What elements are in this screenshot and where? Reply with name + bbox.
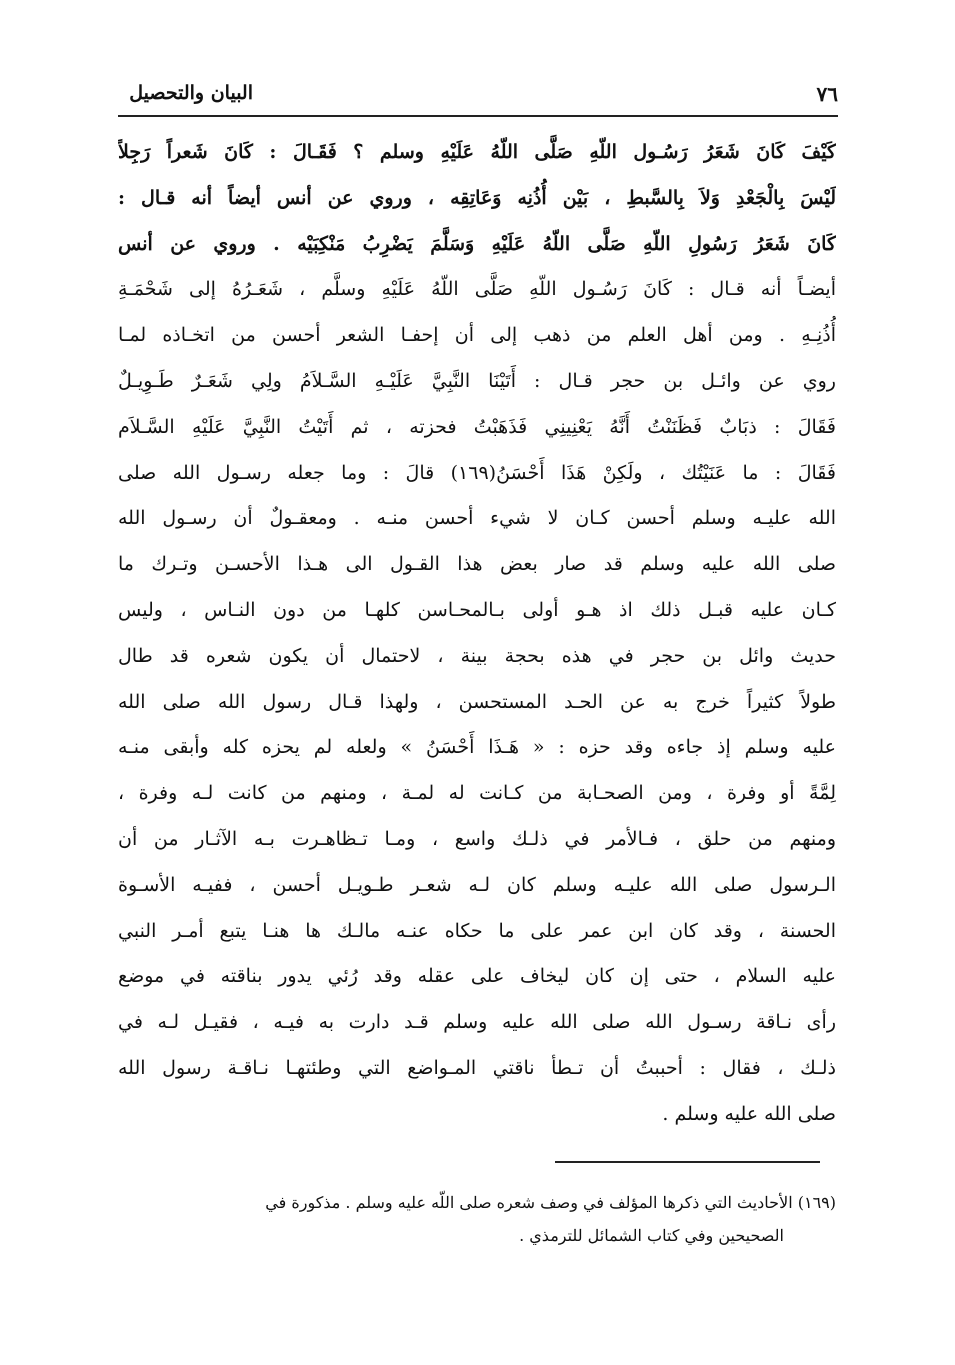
text-line: لَيْسَ بِالْجَعْدِ وَلاَ بِالسَّبطِ ، بَيْن أُذُنِه وَعَاتِقِه ، وروي عن أنس أيضاً أنه قـال :	[118, 186, 836, 209]
footnotes	[118, 1186, 836, 1252]
text-line: صلى الله عليه وسلم قد صار بعض هذا القـول الى هـذا الأحسـن وتـرك ما	[118, 553, 836, 576]
text-line: الحسنة ، وقد كان ابن عمر على ما حكاه عنـه مالـك ها هنـا يتبع أمـر النبي	[118, 919, 836, 942]
text-line: عليه السلام ، حتى إن كان ليخاف على عقله وقد رُئي يدور بناقته في موضع	[118, 965, 836, 988]
text-line: الله عليـه وسلم أحسن كـان لا شيء أحسن منـه . ومعقـولٌ أن رسـول الله	[118, 507, 836, 530]
text-line: رأى نـاقة رسـول الله صلى الله عليه وسلم قـد دارت به فيـه ، فقيـل لـه في	[118, 1011, 836, 1034]
text-line: روي عن وائـل بن حجر قـال : أَتَيْنَا النَّبِيَّ عَلَيْـهِ السَّـلاَمُ ولِي شَعَـرٌ طَـوِيـلٌ	[118, 369, 836, 392]
text-line: لِمَّةً أو وفرة ، ومن الصحـابة من كـانت له لمـة ، ومنهم من كانت لـه وفرة ،	[118, 782, 836, 805]
text-line: أيضـاً أنه قـال : كَانَ رَسُـول اللّهِ صَلَّى اللّهُ عَلَيْهِ وسلَّم ، شَعَـرُهُ إلى شَحْمَـةِ	[118, 278, 836, 301]
text-line: فَقَالَ : ذبَابٌ فَظَنَنْتُ أَنَّهُ يَعْنِينِي فَذَهَبْتُ فحزته ، ثم أَتَيْتُ النَّبِيَّ عَلَيْهِ السَّـلاَم	[118, 415, 836, 438]
header-rule	[118, 115, 838, 117]
text-line: ومنهم من حلق ، فـالأمر في ذلـك واسع ، ومـا تـظاهـرت بـه الآثـار من أن	[118, 827, 836, 850]
body-text	[118, 130, 836, 1138]
page-header	[118, 82, 838, 112]
text-line: طولاً كثيراً خرج به عن الحـد المستحسن ، ولهذا قـال رسول الله صلى الله	[118, 690, 836, 713]
text-line: كَانَ شَعَرُ رَسُولِ اللّهِ صَلَّى اللّهُ عَلَيْهِ وَسَلَّمَ يَضْرِبُ مَنْكِبَيْه . وروي عن أنس	[118, 232, 836, 255]
text-line: عليه وسلم إذ جاءه وقد حزه : « هَـذَا أَحْسَنُ » ولعله لم يحزه كله وأبقى منـه	[118, 736, 836, 759]
page-number: ٧٦	[816, 82, 838, 106]
text-line: فَقَالَ : ما عَنَيْتُك ، ولَكِنْ هَذَا أَحْسَنُ(١٦٩) قالَ : وما جعله رسـول الله صلى	[118, 461, 836, 484]
text-line: حديث وائل بن حجر في هذه بحجة بينة ، لاحتمال أن يكون شعره قد طال	[118, 644, 836, 667]
text-line: ذلـك ، فقال : أحببتُ أن تـطأ ناقتي المـواضع التي وطئتهـا نـاقـة رسول الله	[118, 1056, 836, 1079]
text-line: كـان عليه قبـل ذلك اذ هـو أولى بـالمحـاسن كلهـا من دون النـاس ، وليس	[118, 598, 836, 621]
text-line: أُذُنِـهِ . ومن أهل العلم من ذهب إلى أن إحفـا الشعر أحسن من اتخـاذه لمـا	[118, 324, 836, 347]
footnote-line: (١٦٩) الأحاديث التي ذكرها المؤلف في وصف شعره صلى اللّه عليه وسلم . مذكورة في	[265, 1193, 836, 1212]
footnote-line: الصحيحين وفي كتاب الشمائل للترمذي .	[519, 1226, 784, 1245]
text-line: الـرسول صلى الله عليـه وسلم كان لـه شعـر طـويـل أحسن ، ففيـه الأسـوة	[118, 873, 836, 896]
text-line: كَيْفَ كَانَ شَعَرُ رَسُـول اللّهِ صَلَّى اللّهُ عَلَيْهِ وسلم ؟ فَقَـالَ : كَانَ شَعراً رَجِلاً	[118, 141, 836, 163]
running-title: البيان والتحصيل	[129, 82, 253, 104]
text-line: صلى الله عليه وسلم .	[662, 1102, 836, 1125]
footnote-rule	[555, 1161, 820, 1163]
